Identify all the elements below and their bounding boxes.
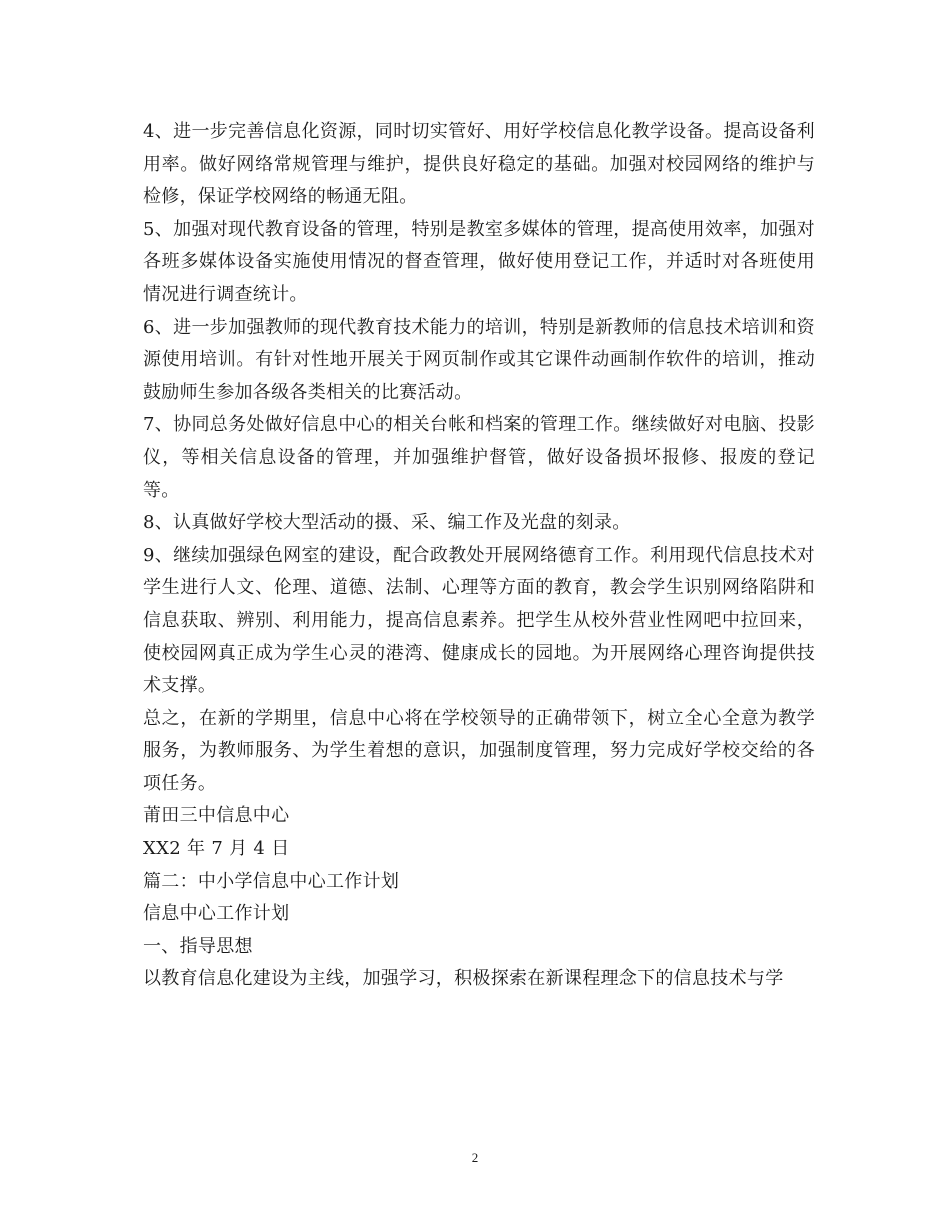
paragraph-item-4: 4、进一步完善信息化资源，同时切实管好、用好学校信息化教学设备。提高设备利用率。做好网络常规管理与维护，提供良好稳定的基础。加强对校园网络的维护与检修，保证学校网络的畅通无阻。 [143,121,815,208]
page-number: 2 [471,1150,479,1165]
section-title: 信息中心工作计划 [143,903,290,925]
paragraph-item-9: 9、继续加强绿色网室的建设，配合政教处开展网络德育工作。利用现代信息技术对学生进行人文、伦理、道德、法制、心理等方面的教育，教会学生识别网络陷阱和信息获取、辨别、利用能力，提高信息素养。把学生从校外营业性网吧中拉回来，使校园网真正成为学生心灵的港湾、健康成长的园地。为开展网络心理咨询提供技术支撑。 [143,544,815,697]
paragraph-item-5: 5、加强对现代教育设备的管理，特别是教室多媒体的管理，提高使用效率，加强对各班多媒体设备实施使用情况的督查管理，做好使用登记工作，并适时对各班使用情况进行调查统计。 [143,218,815,305]
section-heading: 篇二：中小学信息中心工作计划 [143,870,400,892]
signature-organization: 莆田三中信息中心 [143,805,290,827]
signature-date: XX2 年 7 月 4 日 [143,838,290,860]
paragraph-item-8: 8、认真做好学校大型活动的摄、采、编工作及光盘的刻录。 [143,512,631,534]
paragraph-summary: 总之，在新的学期里，信息中心将在学校领导的正确带领下，树立全心全意为教学服务，为教师服务、为学生着想的意识，加强制度管理，努力完成好学校交给的各项任务。 [143,707,815,794]
document-body [143,116,815,996]
subsection-heading: 一、指导思想 [143,935,253,957]
paragraph-guiding-idea: 以教育信息化建设为主线，加强学习，积极探索在新课程理念下的信息技术与学 [143,968,784,990]
paragraph-item-6: 6、进一步加强教师的现代教育技术能力的培训，特别是新教师的信息技术培训和资源使用培训。有针对性地开展关于网页制作或其它课件动画制作软件的培训，推动鼓励师生参加各级各类相关的比赛活动。 [143,316,815,403]
paragraph-item-7: 7、协同总务处做好信息中心的相关台帐和档案的管理工作。继续做好对电脑、投影仪，等相关信息设备的管理，并加强维护督管，做好设备损坏报修、报废的登记等。 [143,414,815,501]
